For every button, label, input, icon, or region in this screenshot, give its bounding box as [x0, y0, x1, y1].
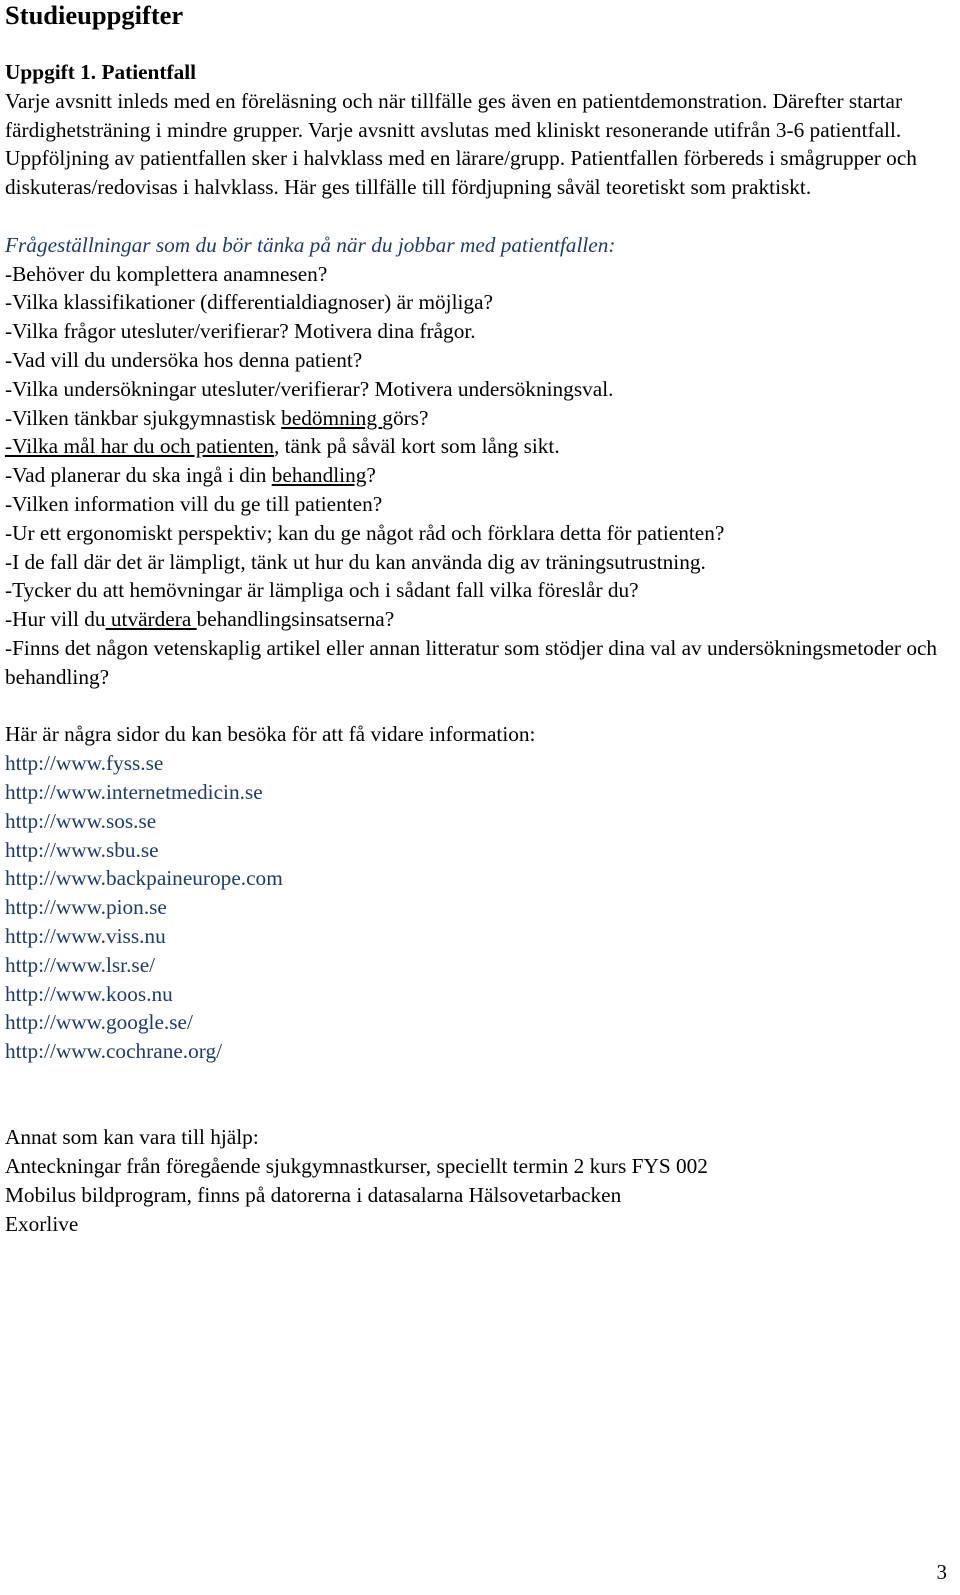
- question-text: , tänk på såväl kort som lång sikt.: [273, 434, 560, 459]
- external-link[interactable]: http://www.sbu.se: [5, 837, 159, 862]
- question-item: -Tycker du att hemövningar är lämpliga och i sådant fall vilka föreslår du?: [5, 578, 639, 603]
- question-text: -Vad planerar du ska ingå i din: [5, 463, 272, 488]
- external-link[interactable]: http://www.google.se/: [5, 1010, 193, 1035]
- external-link[interactable]: http://www.cochrane.org/: [5, 1039, 223, 1064]
- question-text: -Hur vill du: [5, 607, 106, 632]
- question-item: -Vilka undersökningar utesluter/verifierar? Motivera undersökningsval.: [5, 376, 614, 401]
- external-link[interactable]: http://www.viss.nu: [5, 923, 166, 948]
- links-heading: Här är några sidor du kan besöka för att få vidare information:: [5, 722, 536, 747]
- question-item: -I de fall där det är lämpligt, tänk ut hur du kan använda dig av träningsutrustning.: [5, 549, 706, 574]
- underlined-text: behandling: [271, 463, 367, 488]
- question-item: [5, 404, 950, 433]
- question-text: görs?: [382, 405, 429, 430]
- task-heading: Uppgift 1. Patientfall: [5, 60, 197, 84]
- question-item: [5, 432, 950, 461]
- question-text: -Vilken tänkbar sjukgymnastisk: [5, 405, 282, 430]
- question-item: -Behöver du komplettera anamnesen?: [5, 261, 328, 286]
- question-item: -Vilka klassifikationer (differentialdiagnoser) är möjliga?: [5, 290, 493, 315]
- external-link[interactable]: http://www.lsr.se/: [5, 952, 156, 977]
- page-title: Studieuppgifter: [5, 0, 184, 30]
- external-link[interactable]: http://www.sos.se: [5, 808, 157, 833]
- question-item: -Ur ett ergonomiskt perspektiv; kan du ge något råd och förklara detta för patienten?: [5, 520, 725, 545]
- question-item: [5, 461, 950, 490]
- document-page: [5, 0, 950, 1239]
- question-text: ?: [366, 463, 376, 488]
- external-link[interactable]: http://www.backpaineurope.com: [5, 866, 283, 891]
- page-number: 3: [936, 1560, 947, 1584]
- other-heading: Annat som kan vara till hjälp:: [5, 1125, 259, 1150]
- other-item: Exorlive: [5, 1211, 79, 1236]
- question-item: -Finns det någon vetenskaplig artikel eller annan litteratur som stödjer dina val av undersökningsmetoder och behandling?: [5, 635, 938, 689]
- underlined-text: utvärdera: [105, 607, 197, 632]
- external-link[interactable]: http://www.pion.se: [5, 895, 167, 920]
- other-item: Anteckningar från föregående sjukgymnastkurser, speciellt termin 2 kurs FYS 002: [5, 1154, 708, 1179]
- links-list: [5, 749, 950, 1066]
- other-item: Mobilus bildprogram, finns på datorerna i datasalarna Hälsovetarbacken: [5, 1183, 622, 1208]
- external-link[interactable]: http://www.internetmedicin.se: [5, 779, 263, 804]
- question-item: -Vad vill du undersöka hos denna patient?: [5, 347, 363, 372]
- question-text: behandlingsinsatserna?: [196, 607, 395, 632]
- question-item: [5, 605, 950, 634]
- question-item: -Vilka frågor utesluter/verifierar? Motivera dina frågor.: [5, 319, 476, 344]
- intro-paragraph: Varje avsnitt inleds med en föreläsning och när tillfälle ges även en patientdemonstration. Därefter startar färdighetsträning i mindre grupper. Varje avsnitt avslutas med kliniskt resonerande utifrån 3-6 patientfall. Uppföljning av patientfallen sker i halvklass med en lärare/grupp. Patientfallen förbereds i smågrupper och diskuteras/redovisas i halvklass. Här ges tillfälle till fördjupning såväl teoretiskt som praktiskt.: [5, 88, 917, 200]
- underlined-text: bedömning: [281, 405, 383, 430]
- external-link[interactable]: http://www.koos.nu: [5, 981, 173, 1006]
- question-item: -Vilken information vill du ge till patienten?: [5, 491, 383, 516]
- external-link[interactable]: http://www.fyss.se: [5, 751, 164, 776]
- questions-heading: Frågeställningar som du bör tänka på när du jobbar med patientfallen:: [5, 232, 616, 257]
- underlined-text: -Vilka mål har du och patienten: [5, 434, 274, 459]
